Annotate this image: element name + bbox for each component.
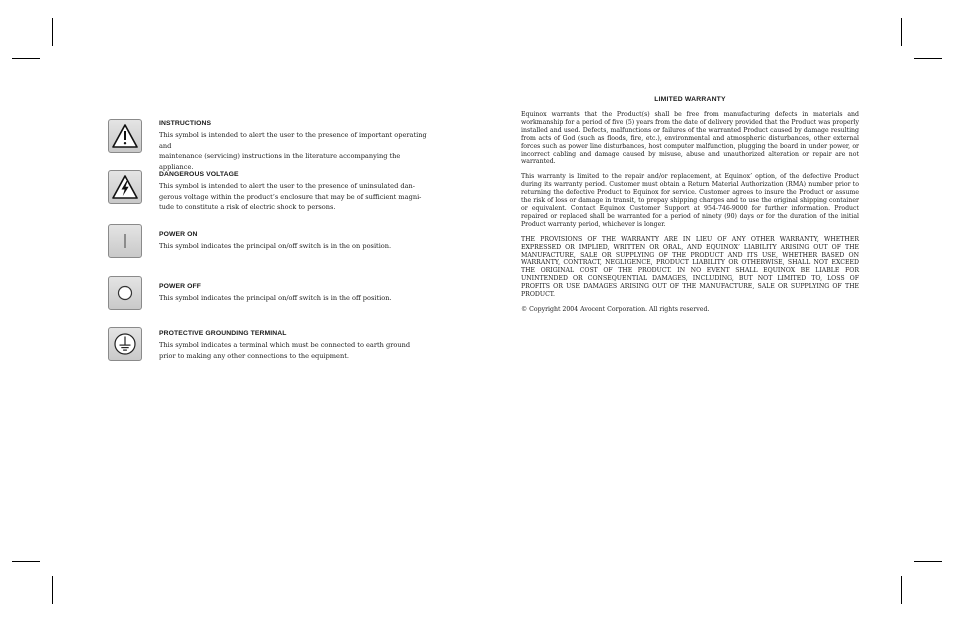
symbol-description: This symbol is intended to alert the user to the presence of important operating and maintenance (servicing) instructions in the literature accompanying the appliance. [159,131,427,171]
crop-mark [914,58,942,59]
symbol-description: This symbol indicates the principal on/off switch is in the off position. [159,294,392,302]
crop-mark [52,576,53,604]
symbol-title: POWER ON [159,231,198,238]
warranty-disclaimer: THE PROVISIONS OF THE WARRANTY ARE IN LIEU OF ANY OTHER WARRANTY, WHETHER EXPRESSED OR IMPLIED, WRITTEN OR ORAL, AND EQUINOX’ LIABILITY ARISING OUT OF THE MANUFACTURE, SALE OR SUPPLYING OF THE PRODUCT AND ITS USE, WHETHER BASED ON WARRANTY, CONTRACT, NEGLIGENCE, PRODUCT LIABILITY OR OTHERWISE, SHALL NOT EXCEED THE ORIGINAL COST OF THE PRODUCT. IN NO EVENT SHALL EQUINOX BE LIABLE FOR UNINTENDED OR CONSEQUENTIAL DAMAGES, INCLUDING, BUT NOT LIMITED TO, LOSS OF PROFITS OR USE DAMAGES ARISING OUT OF THE MANUFACTURE, SALE OR SUPPLYING OF THE PRODUCT. [521,235,859,299]
symbol-title: DANGEROUS VOLTAGE [159,171,239,178]
symbol-description: This symbol indicates a terminal which must be connected to earth ground prior to making any other connections to the equipment. [159,341,411,360]
symbol-description: This symbol indicates the principal on/off switch is in the on position. [159,242,392,250]
ground-terminal-icon [108,327,142,361]
symbol-title: POWER OFF [159,283,202,290]
warranty-paragraph: This warranty is limited to the repair and/or replacement, at Equinox’ option, of the defective Product during its warranty period. Customer must obtain a Return Material Authorization (RMA) number prior to returning the defective Product to Equinox for service. Customer agrees to insure the Product or assume the risk of loss or damage in transit, to prepay shipping charges and to use the original shipping container or equivalent. Contact Equinox Customer Support at 954-746-9000 for further information. Product repaired or replaced shall be warranted for a period of ninety (90) days or for the duration of the initial Product warranty period, whichever is longer. [521,173,859,228]
warning-triangle-icon [108,119,142,153]
symbol-title: PROTECTIVE GROUNDING TERMINAL [159,330,287,337]
warranty-title: LIMITED WARRANTY [654,96,726,103]
crop-mark [901,576,902,604]
power-on-icon [108,224,142,258]
symbol-description: This symbol is intended to alert the user to the presence of uninsulated dan- gerous voltage within the product’s enclosure that may be of sufficient magni- tude to constitute a risk of electric shock to persons. [159,182,422,212]
crop-mark [914,561,942,562]
warranty-paragraph: Equinox warrants that the Product(s) shall be free from manufacturing defects in materials and workmanship for a period of five (5) years from the date of delivery provided that the Product was properly installed and used. Defects, malfunctions or failures of the warranted Product caused by damage resulting from acts of God (such as floods, fire, etc.), environmental and atmospheric disturbances, other external forces such as power line disturbances, host computer malfunction, plugging the board in under power, or incorrect cabling and damage caused by misuse, abuse and unauthorized alteration or repair are not warranted. [521,111,859,166]
limited-warranty [521,96,859,314]
symbol-title: INSTRUCTIONS [159,120,212,127]
crop-mark [12,58,40,59]
crop-mark [12,561,40,562]
crop-mark [52,18,53,46]
lightning-triangle-icon [108,170,142,204]
power-off-icon [108,276,142,310]
copyright-notice: © Copyright 2004 Avocent Corporation. All rights reserved. [521,305,710,313]
crop-mark [901,18,902,46]
